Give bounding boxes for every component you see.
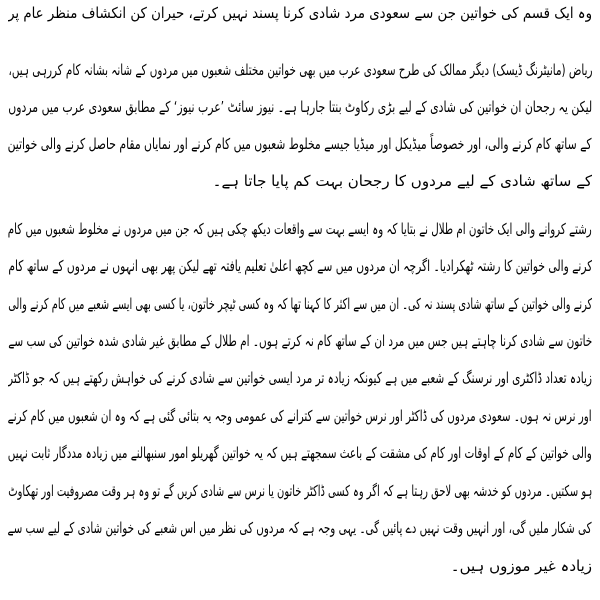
paragraph-line [8,553,592,579]
paragraph-line [8,291,592,317]
paragraph-line-text: زیادہ غیر موزوں ہیں۔ [450,557,592,575]
paragraph-line-text: ہو سکتیں۔ مردوں کو خدشہ بھی لاحق رہتا ہے کہ اگر وہ کسی ڈاکٹر خاتون یا نرس سے شادی کریں گے تو وہ ہر وقت مصروفیت اور تھکاوٹ [8,482,592,500]
paragraph-line [8,328,592,354]
paragraph-line-text: خاتون سے شادی کرنا چاہتے ہیں جس میں مرد ان کے ساتھ کام نہ کرتے ہوں۔ ام طلال کے مطابق غیر شادی شدہ خواتین کی سب سے [8,332,592,350]
paragraph-line [8,440,592,466]
paragraph-line [8,253,592,279]
paragraph-line [8,515,592,541]
paragraph-line-text: والی خواتین کے کام کے اوقات اور کام کی مشقت کے باعث سمجھتے ہیں کہ یہ خواتین گھریلو امور سنبھالنے میں زیادہ مددگار ثابت نہیں [8,444,592,462]
paragraph-line [8,403,592,429]
paragraph-line [8,365,592,391]
paragraph-line-text: کے ساتھ کام کرنے والی، اور خصوصاً میڈیکل اور میڈیا جیسے مخلوط شعبوں میں کام کرنے اور نمایاں مقام حاصل کرنے والی خواتین [8,135,592,153]
paragraph-line-text: رشتے کروانے والی ایک خاتون ام طلال نے بتایا کہ وہ ایسے بہت سے واقعات دیکھ چکی ہیں کہ جن میں مردوں نے مخلوط شعبوں میں کام [8,220,592,238]
paragraph-line [8,478,592,504]
paragraph-line-text: کرنے والی خواتین کا رشتہ ٹھکرادیا۔ اگرچہ ان مردوں میں سے کچھ اعلیٰ تعلیم یافتہ تھے لیکن پھر بھی انہوں نے مردوں کے ساتھ کام [8,257,592,275]
paragraph-line-text: اور نرس نہ ہوں۔ سعودی مردوں کی ڈاکٹر اور نرس خواتین سے کترانے کی عمومی وجہ یہ بتائی گئی ہے کہ وہ ان شعبوں میں کام کرنے [8,407,592,425]
paragraph-line-text: کے ساتھ شادی کے لیے مردوں کا رجحان بہت کم پایا جاتا ہے۔ [212,172,592,190]
paragraph-line [8,216,592,242]
paragraph-line-text: ریاض (مانیٹرنگ ڈیسک) دیگر ممالک کی طرح سعودی عرب میں بھی خواتین مختلف شعبوں میں مردوں کے شانہ بشانہ کام کررہی ہیں، [8,61,592,79]
paragraph-line-text: کی شکار ملیں گی، اور انہیں وقت نہیں دے پائیں گی۔ یہی وجہ ہے کہ مردوں کی نظر میں اس شعبے کی خواتین شادی کے لیے سب سے [8,519,592,537]
headline-text: وہ ایک قسم کی خواتین جن سے سعودی مرد شادی کرنا پسند نہیں کرتے، حیران کن انکشاف منظر عام پر [8,4,592,22]
paragraph-line-text: کرنے والی خواتین کے ساتھ شادی پسند نہ کی۔ ان میں سے اکثر کا کہنا تھا کہ وہ کسی ٹیچر خاتون، یا کسی بھی ایسے شعبے میں کام کرنے والی [8,295,592,313]
paragraph-line-text: لیکن یہ رجحان ان خواتین کی شادی کے لیے بڑی رکاوٹ بنتا جارہا ہے۔ نیوز سائٹ ’عرب نیوز‘ کے مطابق سعودی عرب میں مردوں [8,98,592,116]
paragraph-line-text: زیادہ تعداد ڈاکٹری اور نرسنگ کے شعبے میں ہے کیونکہ زیادہ تر مرد ایسی خواتین سے شادی کرنے کی خواہش رکھتے ہیں کہ جو ڈاکٹر [8,369,592,387]
